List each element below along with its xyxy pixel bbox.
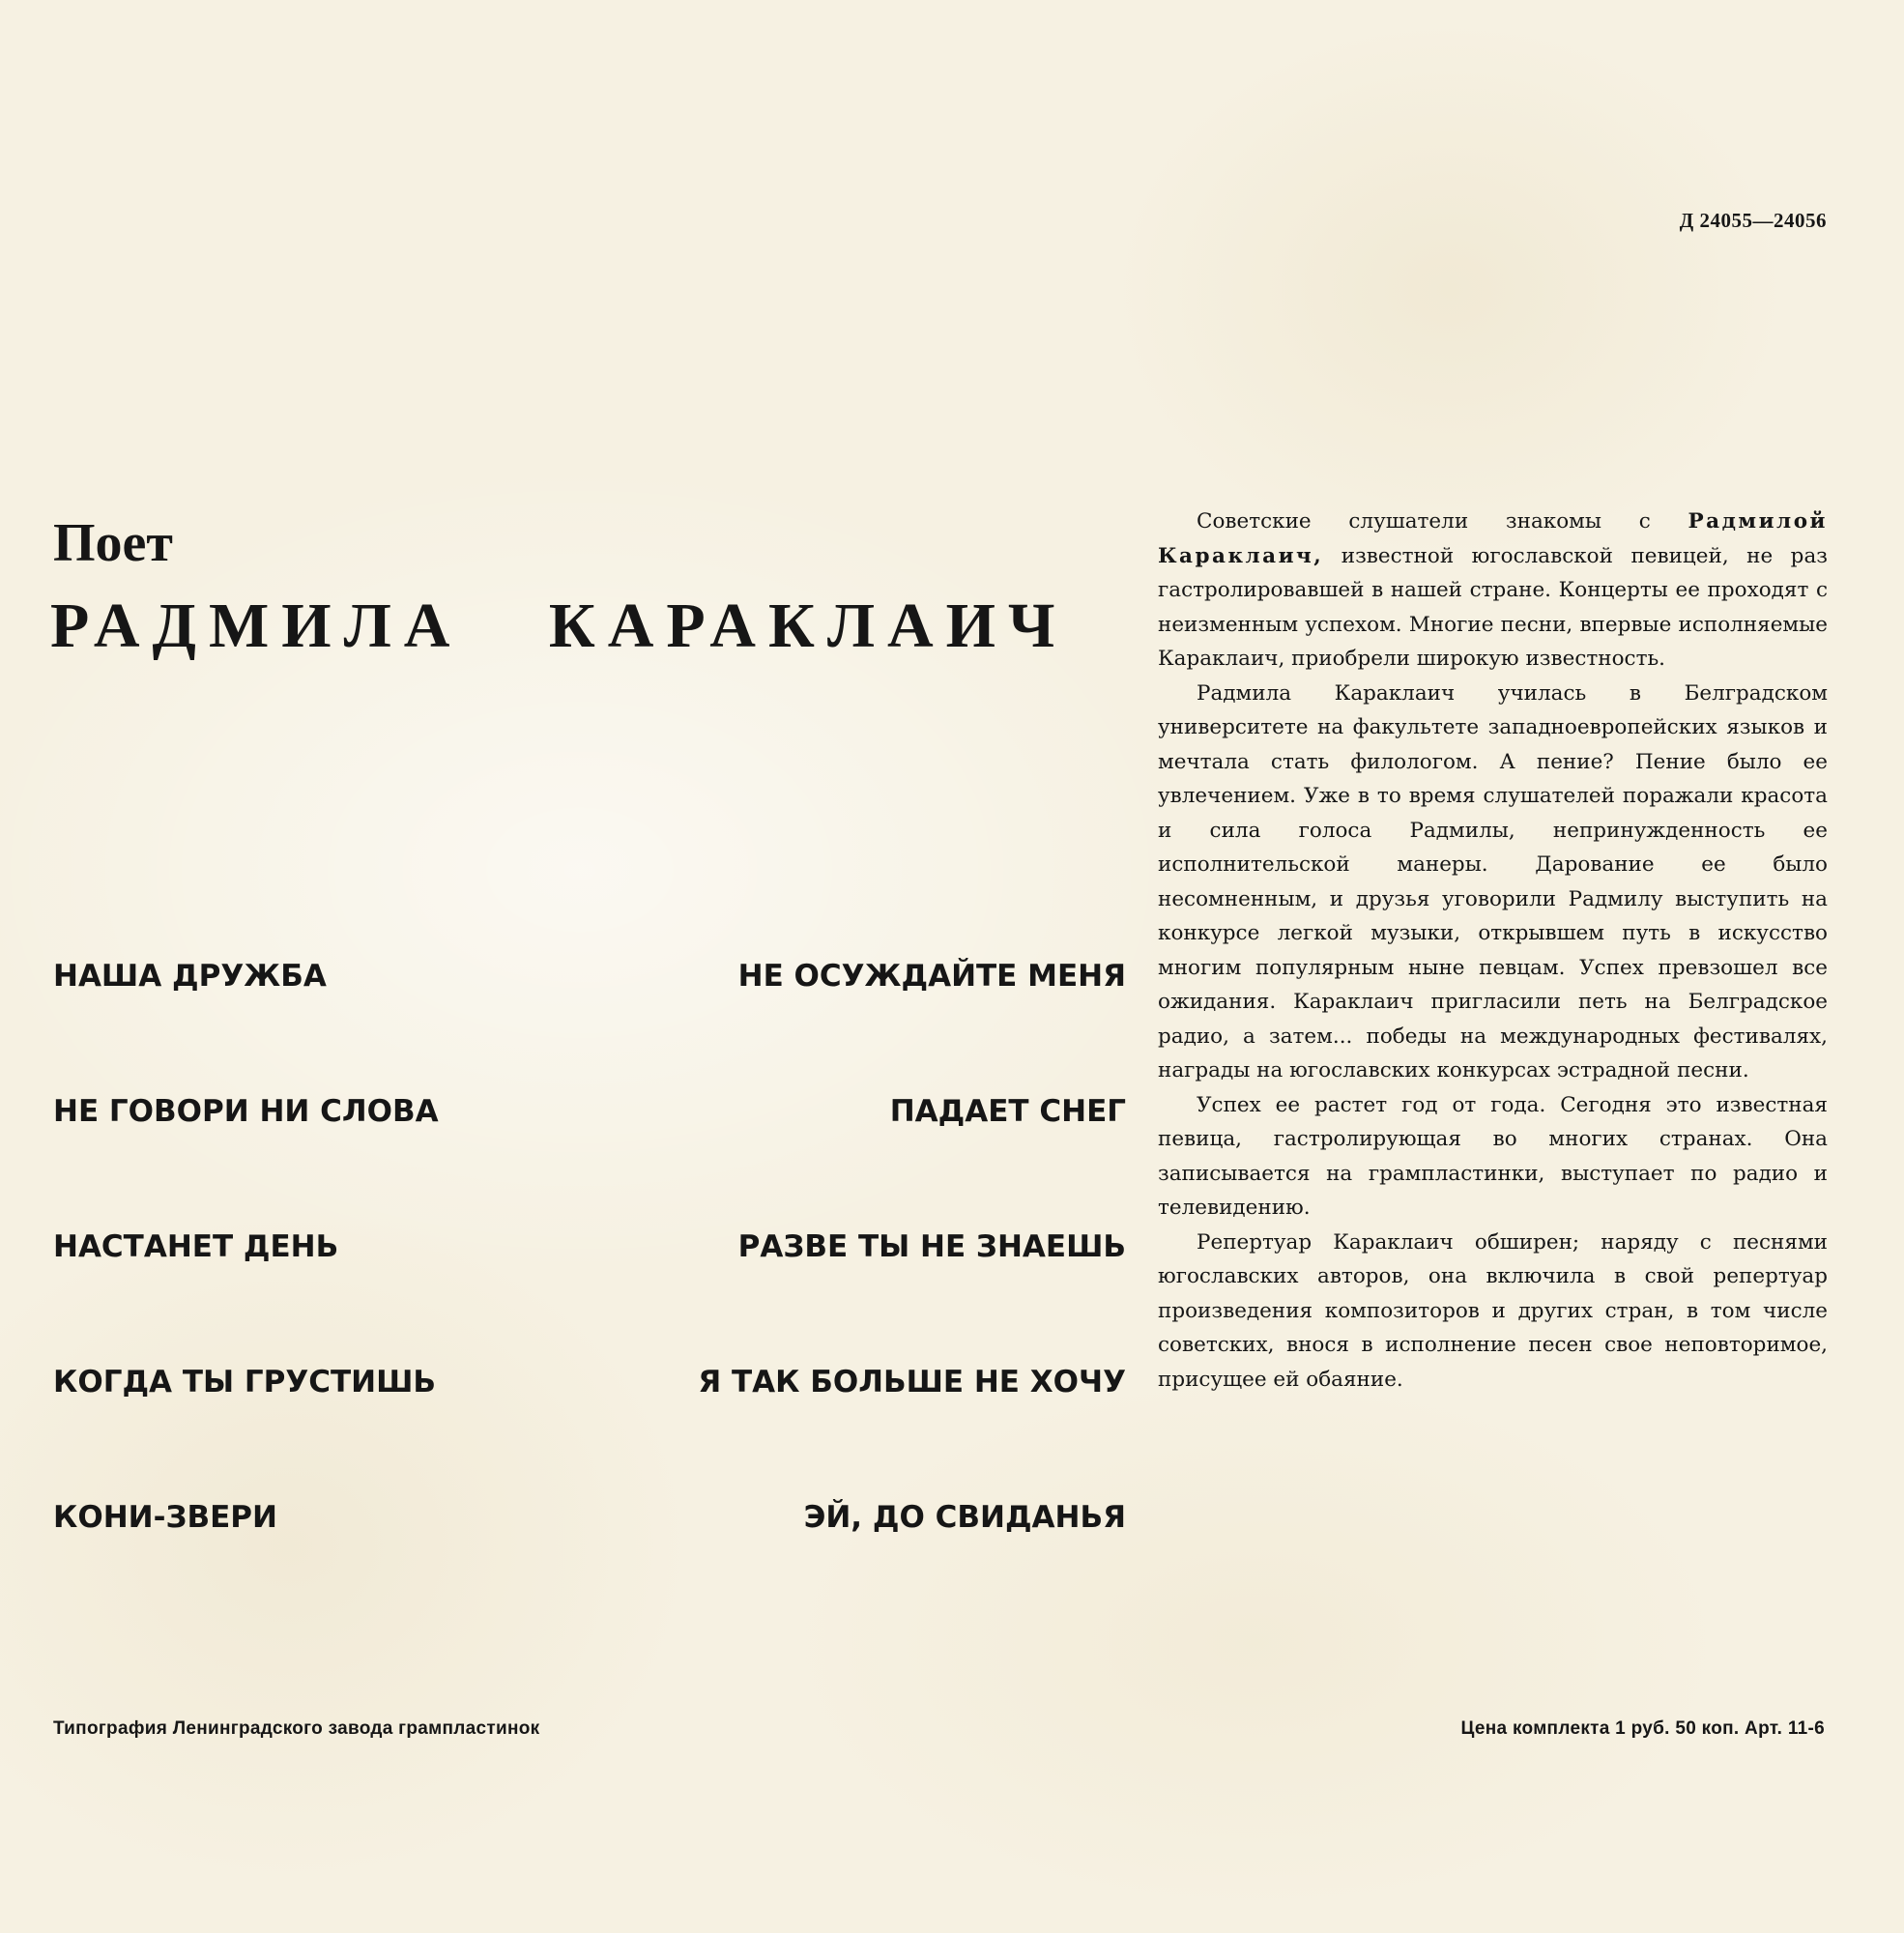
track-title: Я ТАК БОЛЬШЕ НЕ ХОЧУ	[698, 1365, 1126, 1399]
bio-text: Советские слушатели знакомы с	[1197, 509, 1688, 534]
track-row	[53, 909, 1126, 1044]
track-title: КОНИ-ЗВЕРИ	[53, 1500, 277, 1535]
track-row	[53, 1450, 1126, 1585]
track-row	[53, 1044, 1126, 1179]
track-title: КОГДА ТЫ ГРУСТИШЬ	[53, 1365, 437, 1399]
track-row	[53, 1179, 1126, 1314]
track-title: НЕ ОСУЖДАЙТЕ МЕНЯ	[737, 959, 1126, 994]
printer-credit: Типография Ленинградского завода грампластинок	[53, 1718, 540, 1739]
pre-title: Поет	[53, 513, 173, 573]
track-title: НЕ ГОВОРИ НИ СЛОВА	[53, 1094, 439, 1129]
track-title: НАША ДРУЖБА	[53, 959, 327, 994]
biography	[1158, 505, 1828, 1397]
track-list	[53, 909, 1126, 1585]
bio-paragraph: Успех ее растет год от года. Сегодня это известная певица, гастролирующая во многих странах. Она записывается на грампластинки, выступает по радио и телевидению.	[1158, 1092, 1828, 1220]
price-info: Цена комплекта 1 руб. 50 коп. Арт. 11-6	[1460, 1718, 1825, 1739]
artist-name-inline: Радмилой Караклаич,	[1158, 509, 1828, 568]
track-title: РАЗВЕ ТЫ НЕ ЗНАЕШЬ	[737, 1229, 1126, 1264]
catalog-number: Д 24055—24056	[1679, 209, 1827, 232]
bio-paragraph: Репертуар Караклаич обширен; наряду с песнями югославских авторов, она включила в свой репертуар произведения композиторов и других стран, в том числе советских, внося в исполнение песен свое неповторимое, присущее ей обаяние.	[1158, 1229, 1828, 1392]
artist-name: РАДМИЛА КАРАКЛАИЧ	[50, 591, 1068, 661]
bio-paragraph: Радмила Караклаич училась в Белградском университете на факультете западноевропейских языков и мечтала стать филологом. А пение? Пение было ее увлечением. Уже в то время слушателей поражали красота и сила голоса Радмилы, непринужденность ее исполнительской манеры. Дарование ее было несомненным, и друзья уговорили Радмилу выступить на конкурсе легкой музыки, открывшем путь в искусство многим популярным ныне певцам. Успех превзошел все ожидания. Караклаич пригласили петь на Белградское радио, а затем... победы на международных фестивалях, награды на югославских конкурсах эстрадной песни.	[1158, 680, 1828, 1082]
bio-text: известной югославской певицей, не раз гастролировавшей в нашей стране. Концерты ее проходят с неизменным успехом. Многие песни, впервые исполняемые Караклаич, приобрели широкую известность.	[1158, 543, 1828, 671]
bio-paragraph	[1158, 505, 1828, 677]
track-row	[53, 1314, 1126, 1450]
track-title: ПАДАЕТ СНЕГ	[889, 1094, 1126, 1129]
track-title: ЭЙ, ДО СВИДАНЬЯ	[803, 1500, 1126, 1535]
track-title: НАСТАНЕТ ДЕНЬ	[53, 1229, 339, 1264]
